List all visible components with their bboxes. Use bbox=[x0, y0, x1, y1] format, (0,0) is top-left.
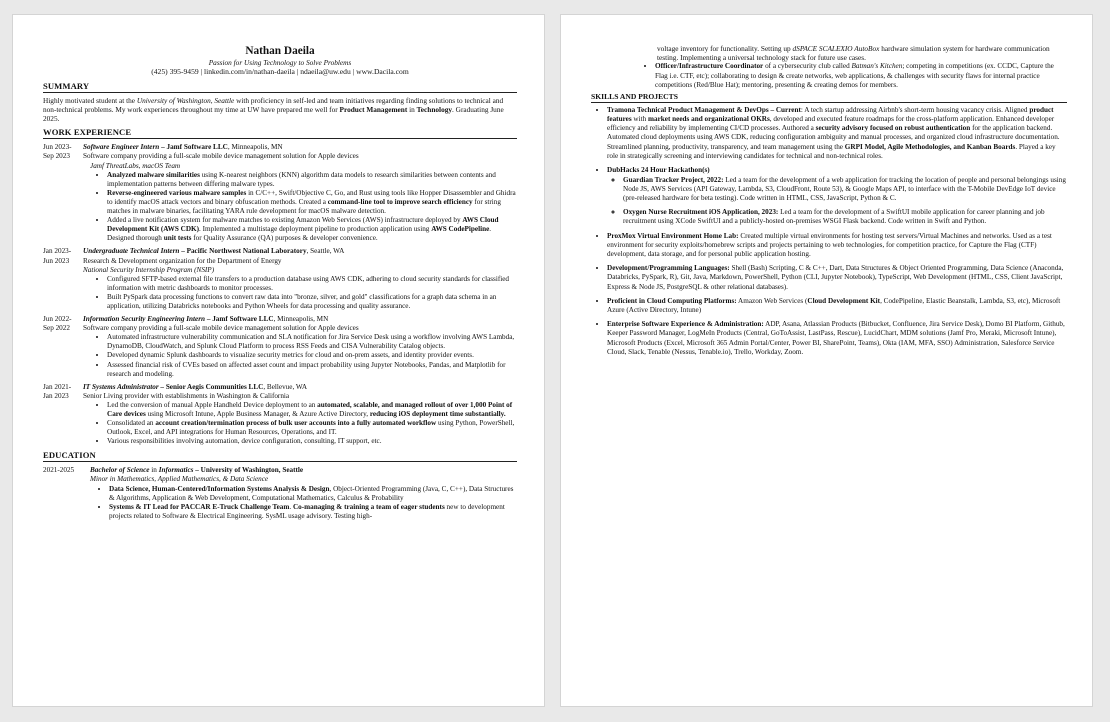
bullet-bold: account creation/termination process of bulk user accounts into a fully automated workflow bbox=[155, 419, 437, 428]
bullet-text: for the application backend. Automated cloud deployments using AWS CDK, reducing configuration ambiguity and manual processes, and organized cloud infrastructure documentation. Streamlined planning, productivity, transparency, and team management using the bbox=[607, 124, 1060, 151]
bullet-text: , developed and executed feature roadmaps for the cross-platform application. Enhanced developer efficiency and reliability by implementing CI/CD processes. Authored a bbox=[607, 114, 1055, 133]
job-start-date: Jan 2023- bbox=[43, 247, 72, 256]
job-bullet: • Built PySpark data processing functions to convert raw data into "bronze, silver, and gold" classifications for a graph data schema in an application, utilizing Databricks notebooks and Python Wheels for data processing and quality assurance. bbox=[107, 293, 517, 311]
bullet-bold: unit tests bbox=[163, 234, 192, 243]
skills-item-dubhacks bbox=[607, 166, 1067, 227]
bullet-text: using Python, PowerShell, Outlook, Excel, and API integrations for Human Resources, Operations, and IT. bbox=[107, 419, 515, 437]
degree: Bachelor of Science bbox=[90, 466, 150, 475]
bullet-text: , CodePipeline, Elastic Beanstalk, Lambda, S3, etc), Microsoft Azure (Active Directory, Intune) bbox=[607, 296, 1061, 314]
contact-line: (425) 395-9459 | linkedin.com/in/nathan-daeila | ndaeila@uw.edu | www.Dacila.com bbox=[151, 67, 409, 76]
bullet-text: using K-nearest neighbors (KNN) algorithm data models to research similarities between contents and implementation patterns between differing malware types. bbox=[107, 170, 496, 188]
resume-page-1 bbox=[12, 14, 545, 707]
job-bullets bbox=[43, 275, 517, 311]
job-team: National Security Internship Program (NSIP) bbox=[83, 265, 215, 274]
summary-university: University of Washington, Seattle bbox=[136, 95, 235, 105]
bullet-text: . Played a key role in strategically screening and interviewing candidates for technical and non-technical roles. bbox=[607, 142, 1056, 160]
bullet-text: hardware simulation system for hardware communication testing. Implementing a universal technology stack for future use cases. bbox=[657, 44, 1050, 63]
summary-product-management: Product Management bbox=[339, 104, 408, 114]
job-title: IT Systems Administrator bbox=[83, 382, 159, 391]
summary-part: Highly motivated student at the bbox=[43, 95, 137, 105]
project-item bbox=[623, 208, 1067, 226]
job-header-row bbox=[43, 315, 517, 324]
education-header-row bbox=[43, 466, 517, 475]
job-bullet: • Assessed financial risk of CVEs based on affected asset count and impact probability using Jupyter Notebooks, Pandas, and Matplotlib for research and modeling. bbox=[107, 361, 517, 379]
bullet-italic: Batman's Kitchen bbox=[851, 62, 903, 71]
bullet-bold: AWS CodePipeline bbox=[431, 225, 490, 234]
job-start-date: Jun 2023- bbox=[43, 143, 72, 152]
job-location: , Bellevue, WA bbox=[263, 382, 308, 391]
bullet-text: . Implemented a multistage deployment pipeline to production application using bbox=[199, 225, 432, 234]
skills-item-proxmox bbox=[607, 232, 1067, 260]
summary-part: . Graduating June 2025. bbox=[43, 104, 504, 124]
bullet-bold: Analyzed malware similarities bbox=[107, 170, 200, 179]
continued-bullet bbox=[591, 44, 1067, 62]
bullet-text: new to development projects related to Software & Electrical Engineering. SysML usage advisory. Testing high- bbox=[109, 502, 505, 520]
job-bullet: • Configured SFTP-based external file transfers to a production database using AWS CDK, adhering to cloud security standards for classified information with metric dashboards to monitor processes. bbox=[107, 275, 517, 293]
bullet-text: ; competing in competitions (ex. CCDC, Capture the Flag i.e. CTF, etc); collaborating to design & create networks, web applications, & challenges with security flaws for internal practice competitions (Red/Blue Hat); mentoring, presenting & creating demos for members. bbox=[655, 62, 1054, 89]
job-entry bbox=[43, 315, 517, 379]
job-bullets bbox=[43, 171, 517, 244]
bullet-bold: automated, scalable, and managed rollout of over 1,000 Point of Care devices bbox=[107, 400, 513, 419]
bullet-bold: Co-managing & training a team of eager students bbox=[292, 502, 445, 511]
bullet-text: voltage inventory for functionality. Setting up bbox=[657, 44, 793, 53]
summary-text bbox=[43, 96, 517, 124]
job-bullet bbox=[107, 189, 517, 216]
project-text: Led a team for the development of a web application for tracking the location of people and personal belongings using Node JS, AWS Services (API Gateway, Lambda, S3, CloudFront, Route 53), & Google Maps API, to interface with the T-Mobile DevEdge IoT device (pre-released hardware for beta testing). Code written in HTML, CSS, JavaScript, Python & C. bbox=[623, 176, 1066, 203]
resume-page-2 bbox=[560, 14, 1093, 707]
bullet-bold: security advisory focused on robust authentication bbox=[815, 124, 971, 133]
bullet-text: Added a live notification system for malware matches to existing Amazon Web Services (AWS) infrastructure deployed by bbox=[107, 216, 463, 225]
summary-heading: SUMMARY bbox=[43, 81, 517, 93]
bullet-text: , Object-Oriented Programming (Java, C, C++), Data Structures & Algorithms, Application & Web Development, Computational Mathematics, Calculus & Probability bbox=[109, 484, 514, 502]
bullet-bold: market needs and organizational OKRs bbox=[648, 114, 770, 123]
page-2-content bbox=[591, 44, 1067, 362]
skills-projects-heading: SKILLS AND PROJECTS bbox=[591, 92, 1067, 103]
bullet-bold: Enterprise Software Experience & Administration: bbox=[607, 320, 764, 329]
minor: Minor in Mathematics, Applied Mathematics, & Data Science bbox=[90, 475, 269, 484]
bullet-text: Created multiple virtual environments for hosting test servers/Virtual Machines and networks. Used as a test environment for security exploits/homebrew scripts and projects pertaining to web technologies, for competition practice, for Capture the Flag (CTF) development, data storage, and for personal public application hosting. bbox=[607, 231, 1052, 258]
bullet-bold: GRPI Model, Agile Methodologies, and Kanban Boards bbox=[844, 142, 1016, 151]
education-dates: 2021-2025 bbox=[43, 466, 75, 475]
job-entry bbox=[43, 143, 517, 243]
job-bullets bbox=[43, 401, 517, 446]
work-experience-heading: WORK EXPERIENCE bbox=[43, 127, 517, 139]
job-company: – Senior Aegis Communities LLC bbox=[158, 382, 264, 391]
summary-part: in bbox=[407, 104, 417, 114]
job-description: Senior Living provider with establishments in Washington & California bbox=[83, 391, 290, 400]
job-header-row bbox=[43, 383, 517, 392]
job-team: Jamf ThreatLabs, macOS Team bbox=[90, 161, 181, 170]
job-end-date: Jan 2023 bbox=[43, 391, 69, 400]
job-start-date: Jan 2021- bbox=[43, 382, 72, 391]
school: – University of Washington, Seattle bbox=[193, 466, 304, 475]
education-bullet bbox=[109, 485, 517, 503]
job-bullet: • Developed dynamic Splunk dashboards to visualize security metrics for cloud and on-prem assets, and identity provider events. bbox=[107, 351, 517, 360]
job-location: , Seattle, WA bbox=[306, 247, 345, 256]
project-item bbox=[623, 176, 1067, 203]
job-title: Undergraduate Technical Intern bbox=[83, 247, 180, 256]
bullet-text: ADP, Asana, Atlassian Products (Bitbucket, Confluence, Jira Service Desk), Domo BI Platform, Github, Keeper Password Manager, LogMeIn Products (Central, GoToAssist, LastPass, Rescue), LucidChart, MDM solutions (Jamf Pro, Meraki, Microsoft Intune), Microsoft Products (Excel, Microsoft 365 Admin Portal/Center, Power BI, SharePoint, Teams), Okta (IAM, MFA, SSO) Administration, Salesforce Service Cloud, Slack, Tenable (Nessus, Tenable.io), Trello, Workday, Zoom. bbox=[607, 320, 1065, 356]
education-bullet bbox=[655, 62, 1067, 89]
job-title: Information Security Engineering Intern bbox=[83, 315, 206, 324]
project-title: Oxygen Nurse Recruitment iOS Application, 2023: bbox=[623, 208, 779, 217]
bullet-italic: dSPACE SCALEXIO AutoBox bbox=[792, 44, 880, 53]
bullet-text: with bbox=[631, 114, 648, 123]
job-desc-row bbox=[43, 324, 517, 333]
summary-part: with proficiency in self-led and team initiatives regarding finding solutions to technical and non-technical problems. My work experiences throughout my time at UW have prepared me well for bbox=[43, 95, 504, 114]
education-bullet bbox=[109, 503, 517, 521]
job-bullet bbox=[107, 171, 517, 189]
bullet-text: Shell (Bash) Scripting, C & C++, Dart, Data Structures & Object Oriented Programming, Data Science (Anaconda, Databricks, PySpark, R), Git, Java, Markdown, PowerShell, Python (CLI, Jupyter Notebook), TypeScript, Web Development (HTML, CSS, Client JavaScript, Express & Node JS, PostgreSQL & other relational databases). bbox=[607, 264, 1064, 291]
bullet-text: Led the conversion of manual Apple Handheld Device deployment to an bbox=[107, 400, 318, 409]
job-company: – Jamf Software LLC bbox=[159, 143, 228, 152]
bullet-bold: Proficient in Cloud Computing Platforms: bbox=[607, 296, 737, 305]
job-desc-row bbox=[43, 257, 517, 266]
job-bullet bbox=[107, 216, 517, 243]
job-desc-row bbox=[43, 152, 517, 161]
job-entry bbox=[43, 247, 517, 311]
skills-item-tramona bbox=[607, 106, 1067, 161]
job-description: Software company providing a full-scale mobile device management solution for Apple devices bbox=[83, 152, 359, 161]
bullet-bold: command-line tool to improve search efficiency bbox=[327, 197, 473, 206]
education-bullets-continued bbox=[591, 62, 1067, 89]
skills-item-enterprise bbox=[607, 320, 1067, 357]
degree-connector: in bbox=[149, 466, 159, 475]
job-company: – Jamf Software LLC bbox=[205, 315, 274, 324]
bullet-text: in C/C++, Swift/Objective C, Go, and Rust using tools like Hopper Disassembler and Ghidra to identify macOS attack vectors and binary obfuscation methods. Created a bbox=[107, 188, 516, 206]
bullet-text: : A tech startup addressing Airbnb's short-term housing vacancy crisis. Aligned bbox=[800, 105, 1030, 114]
skills-list bbox=[591, 106, 1067, 357]
project-text: Led a team for the development of a SwiftUI mobile application for career planning and job recruitment using XCode SwiftUI and a publicly-hosted on-premises WSGI Flask backend. Code written in Swift and Python. bbox=[623, 208, 1045, 226]
education-heading: EDUCATION bbox=[43, 450, 517, 462]
bullet-text: Amazon Web Services ( bbox=[736, 296, 808, 305]
major: Informatics bbox=[158, 466, 194, 475]
job-header-row bbox=[43, 143, 517, 152]
bullet-bold: Cloud Development Kit bbox=[807, 296, 881, 305]
resume-name: Nathan Daeila bbox=[245, 45, 315, 57]
page-1-content bbox=[43, 45, 517, 521]
education-bullets bbox=[43, 485, 517, 521]
skills-item-languages bbox=[607, 264, 1067, 292]
bullet-text: Consolidated an bbox=[107, 419, 156, 428]
job-end-date: Jun 2023 bbox=[43, 256, 70, 265]
bullet-text: . bbox=[289, 502, 293, 511]
skills-item-cloud bbox=[607, 297, 1067, 315]
bullet-bold: Reverse-engineered various malware samples bbox=[107, 188, 247, 197]
job-description: Software company providing a full-scale mobile device management solution for Apple devices bbox=[83, 324, 359, 333]
bullet-text: . Designed thorough bbox=[107, 225, 492, 243]
job-bullet: • Various responsibilities involving automation, device configuration, consulting, IT support, etc. bbox=[107, 437, 517, 446]
job-bullet bbox=[107, 419, 517, 437]
job-bullet: • Automated infrastructure vulnerability communication and SLA notification for Jira Service Desk using a workflow involving AWS Lambda, DynamoDB, CloudWatch, and Splunk Cloud Platform to process RSS Feeds and CISA Vulnerability Catalog objects. bbox=[107, 333, 517, 351]
job-header-row bbox=[43, 247, 517, 256]
bullet-bold: Systems & IT Lead for PACCAR E-Truck Challenge Team bbox=[109, 502, 290, 511]
bullet-text: for string matches in malware binaries, facilitating YARA rule development for macOS malware detection. bbox=[107, 197, 501, 216]
bullet-bold: reducing iOS deployment time substantially. bbox=[369, 410, 506, 419]
bullet-bold: DubHacks 24 Hour Hackathon(s) bbox=[607, 165, 710, 174]
education-entry bbox=[43, 466, 517, 521]
job-end-date: Sep 2023 bbox=[43, 152, 70, 161]
job-bullets bbox=[43, 333, 517, 378]
summary-technology: Technology bbox=[416, 104, 453, 114]
bullet-bold: ProxMox Virtual Environment Home Lab: bbox=[607, 231, 739, 240]
bullet-text: of a cybersecurity club called bbox=[763, 62, 852, 71]
job-company: – Pacific Northwest National Laboratory bbox=[179, 247, 307, 256]
job-location: , Minneapolis, MN bbox=[273, 315, 329, 324]
bullet-bold: AWS Cloud Development Kit (AWS CDK) bbox=[107, 216, 499, 234]
job-entry bbox=[43, 383, 517, 447]
project-title: Guardian Tracker Project, 2022: bbox=[623, 176, 724, 185]
dubhacks-projects bbox=[607, 176, 1067, 226]
bullet-bold: Development/Programming Languages: bbox=[607, 264, 730, 273]
job-start-date: Jun 2022- bbox=[43, 315, 72, 324]
bullet-bold: Tramona Technical Product Management & DevOps – Current bbox=[607, 105, 801, 114]
bullet-bold: product features bbox=[607, 105, 1054, 123]
job-end-date: Sep 2022 bbox=[43, 324, 70, 333]
job-desc-row bbox=[43, 392, 517, 401]
bullet-text: using Microsoft Intune, Apple Business Manager, & Azure Active Directory, bbox=[145, 410, 370, 419]
bullet-bold: Officer/Infrastructure Coordinator bbox=[655, 62, 764, 71]
job-title: Software Engineer Intern bbox=[83, 143, 160, 152]
bullet-bold: Data Science, Human-Centered/Information Systems Analysis & Design bbox=[109, 484, 330, 493]
bullet-text: for Quality Assurance (QA) purposes & developer convenience. bbox=[191, 234, 378, 243]
job-bullet bbox=[107, 401, 517, 419]
job-location: , Minneapolis, MN bbox=[227, 143, 283, 152]
job-description: Research & Development organization for the Department of Energy bbox=[83, 256, 282, 265]
resume-tagline: Passion for Using Technology to Solve Problems bbox=[208, 58, 352, 67]
